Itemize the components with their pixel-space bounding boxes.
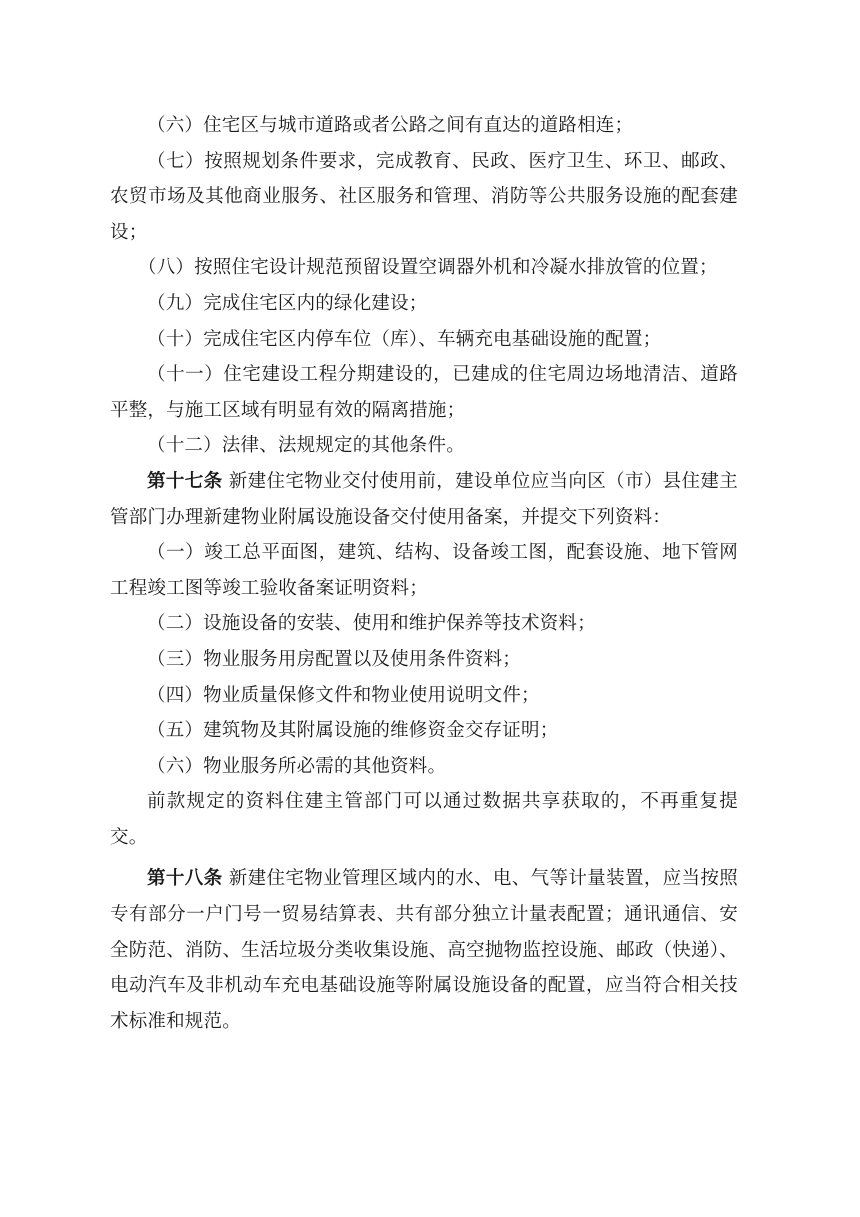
paragraph-item-10: （十）完成住宅区内停车位（库）、车辆充电基础设施的配置； [147,328,662,350]
article-17-text: 新建住宅物业交付使用前，建设单位应当向区（市）县住建主管部门办理新建物业附属设施设备交付使用备案，并提交下列资料： [110,470,738,528]
article-17-item-4: （四）物业质量保修文件和物业使用说明文件； [147,684,540,706]
article-17-item-5: （五）建筑物及其附属设施的维修资金交存证明； [147,720,559,742]
article-17-note: 前款规定的资料住建主管部门可以通过数据共享获取的，不再重复提交。 [110,791,738,848]
article-17 [110,464,738,535]
paragraph-item-12: （十二）法律、法规规定的其他条件。 [147,435,465,457]
article-17-item-6: （六）物业服务所必需的其他资料。 [147,755,447,777]
paragraph-item-7: （七）按照规划条件要求，完成教育、民政、医疗卫生、环卫、邮政、农贸市场及其他商业服务、社区服务和管理、消防等公共服务设施的配套建设； [110,150,738,243]
paragraph-item-8: （八）按照住宅设计规范预留设置空调器外机和冷凝水排放管的位置； [138,257,718,279]
article-18-label: 第十八条 [147,868,223,890]
article-18 [110,861,738,1039]
paragraph-item-9: （九）完成住宅区内的绿化建设； [147,292,428,314]
article-18-text: 新建住宅物业管理区域内的水、电、气等计量装置，应当按照专有部分一户门号一贸易结算表、共有部分独立计量表配置；通讯通信、安全防范、消防、生活垃圾分类收集设施、高空抛物监控设施、邮政（快递）、电动汽车及非机动车充电基础设施等附属设施设备的配置，应当符合相关技术标准和规范。 [110,868,738,1032]
article-17-label: 第十七条 [147,470,223,492]
paragraph-item-6: （六）住宅区与城市道路或者公路之间有直达的道路相连； [147,115,634,136]
paragraph-item-11: （十一）住宅建设工程分期建设的，已建成的住宅周边场地清洁、道路平整，与施工区域有明显有效的隔离措施； [110,364,738,421]
document-page [110,108,738,1039]
article-17-item-2: （二）设施设备的安装、使用和维护保养等技术资料； [147,613,596,635]
article-17-item-1: （一）竣工总平面图，建筑、结构、设备竣工图，配套设施、地下管网工程竣工图等竣工验收备案证明资料； [110,542,738,599]
article-17-item-3: （三）物业服务用房配置以及使用条件资料； [147,648,522,670]
